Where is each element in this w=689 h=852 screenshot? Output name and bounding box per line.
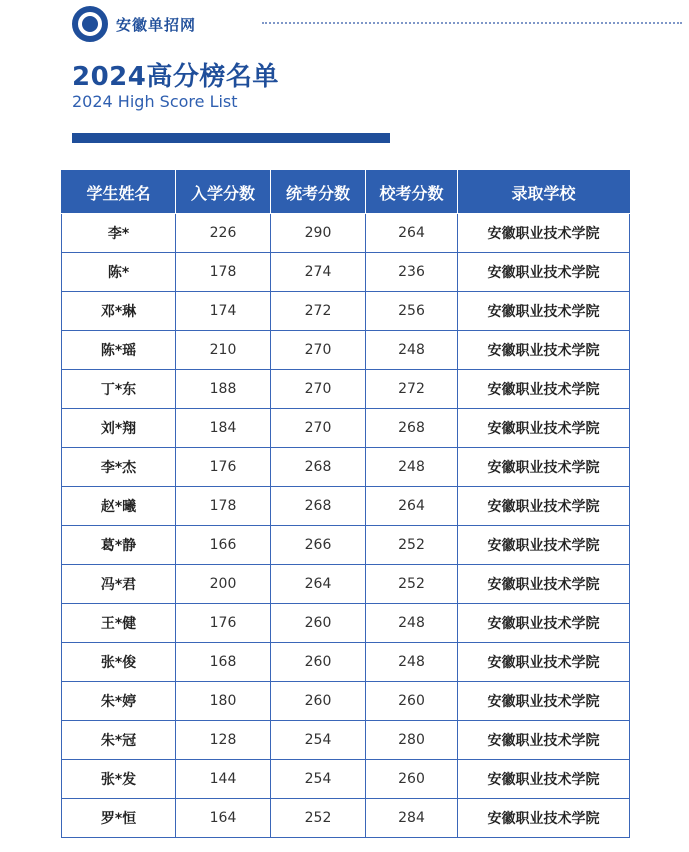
admitted-school-cell: 安徽职业技术学院 [458,604,630,643]
school-exam-score-cell: 284 [366,799,458,838]
student-name-cell: 朱*冠 [62,721,176,760]
entry-score-cell: 168 [176,643,271,682]
entry-score-cell: 178 [176,253,271,292]
logo-icon[interactable] [72,6,108,42]
student-name-cell: 张*俊 [62,643,176,682]
entry-score-cell: 164 [176,799,271,838]
school-exam-score-cell: 272 [366,370,458,409]
entry-score-cell: 178 [176,487,271,526]
admitted-school-cell: 安徽职业技术学院 [458,487,630,526]
student-name-cell: 李* [62,214,176,253]
school-exam-score-cell: 236 [366,253,458,292]
table-row [62,292,630,331]
unified-score-cell: 264 [271,565,366,604]
student-name-cell: 朱*婷 [62,682,176,721]
school-exam-score-cell: 260 [366,760,458,799]
admitted-school-cell: 安徽职业技术学院 [458,253,630,292]
student-name-cell: 葛*静 [62,526,176,565]
table-row [62,760,630,799]
entry-score-cell: 180 [176,682,271,721]
unified-score-cell: 270 [271,409,366,448]
unified-score-cell: 266 [271,526,366,565]
admitted-school-cell: 安徽职业技术学院 [458,799,630,838]
entry-score-cell: 176 [176,448,271,487]
entry-score-cell: 188 [176,370,271,409]
table-row [62,253,630,292]
student-name-cell: 张*发 [62,760,176,799]
table-row [62,799,630,838]
column-header-school-exam-score: 校考分数 [366,171,458,214]
student-name-cell: 李*杰 [62,448,176,487]
unified-score-cell: 272 [271,292,366,331]
school-exam-score-cell: 260 [366,682,458,721]
admitted-school-cell: 安徽职业技术学院 [458,643,630,682]
admitted-school-cell: 安徽职业技术学院 [458,682,630,721]
unified-score-cell: 254 [271,760,366,799]
student-name-cell: 罗*恒 [62,799,176,838]
entry-score-cell: 144 [176,760,271,799]
student-name-cell: 邓*琳 [62,292,176,331]
unified-score-cell: 252 [271,799,366,838]
student-name-cell: 赵*曦 [62,487,176,526]
unified-score-cell: 274 [271,253,366,292]
table-row [62,214,630,253]
entry-score-cell: 226 [176,214,271,253]
brand-name[interactable]: 安徽单招网 [116,15,197,34]
site-header [72,6,196,42]
page-title: 2024高分榜名单 [72,62,279,92]
entry-score-cell: 176 [176,604,271,643]
school-exam-score-cell: 248 [366,604,458,643]
admitted-school-cell: 安徽职业技术学院 [458,565,630,604]
table-row [62,331,630,370]
table-row [62,682,630,721]
admitted-school-cell: 安徽职业技术学院 [458,448,630,487]
entry-score-cell: 210 [176,331,271,370]
school-exam-score-cell: 252 [366,526,458,565]
unified-score-cell: 270 [271,370,366,409]
unified-score-cell: 254 [271,721,366,760]
student-name-cell: 王*健 [62,604,176,643]
admitted-school-cell: 安徽职业技术学院 [458,760,630,799]
school-exam-score-cell: 248 [366,331,458,370]
entry-score-cell: 184 [176,409,271,448]
student-name-cell: 冯*君 [62,565,176,604]
admitted-school-cell: 安徽职业技术学院 [458,721,630,760]
school-exam-score-cell: 248 [366,643,458,682]
school-exam-score-cell: 280 [366,721,458,760]
unified-score-cell: 268 [271,487,366,526]
entry-score-cell: 128 [176,721,271,760]
school-exam-score-cell: 252 [366,565,458,604]
school-exam-score-cell: 264 [366,487,458,526]
table-row [62,526,630,565]
unified-score-cell: 268 [271,448,366,487]
table-row [62,643,630,682]
entry-score-cell: 166 [176,526,271,565]
school-exam-score-cell: 256 [366,292,458,331]
title-underline-bar [72,133,390,143]
table-row [62,370,630,409]
student-name-cell: 陈* [62,253,176,292]
table-row [62,448,630,487]
admitted-school-cell: 安徽职业技术学院 [458,370,630,409]
unified-score-cell: 260 [271,643,366,682]
unified-score-cell: 270 [271,331,366,370]
admitted-school-cell: 安徽职业技术学院 [458,409,630,448]
admitted-school-cell: 安徽职业技术学院 [458,526,630,565]
student-name-cell: 丁*东 [62,370,176,409]
unified-score-cell: 290 [271,214,366,253]
entry-score-cell: 174 [176,292,271,331]
table-row [62,565,630,604]
unified-score-cell: 260 [271,604,366,643]
table-header-row [62,171,630,214]
column-header-admitted-school: 录取学校 [458,171,630,214]
unified-score-cell: 260 [271,682,366,721]
column-header-unified-score: 统考分数 [271,171,366,214]
column-header-name: 学生姓名 [62,171,176,214]
admitted-school-cell: 安徽职业技术学院 [458,292,630,331]
page-subtitle: 2024 High Score List [72,92,238,111]
admitted-school-cell: 安徽职业技术学院 [458,214,630,253]
table-row [62,721,630,760]
student-name-cell: 陈*瑶 [62,331,176,370]
header-divider [262,22,682,24]
score-table [61,170,630,838]
column-header-entry-score: 入学分数 [176,171,271,214]
entry-score-cell: 200 [176,565,271,604]
school-exam-score-cell: 264 [366,214,458,253]
admitted-school-cell: 安徽职业技术学院 [458,331,630,370]
student-name-cell: 刘*翔 [62,409,176,448]
school-exam-score-cell: 248 [366,448,458,487]
table-row [62,409,630,448]
school-exam-score-cell: 268 [366,409,458,448]
table-row [62,604,630,643]
table-row [62,487,630,526]
